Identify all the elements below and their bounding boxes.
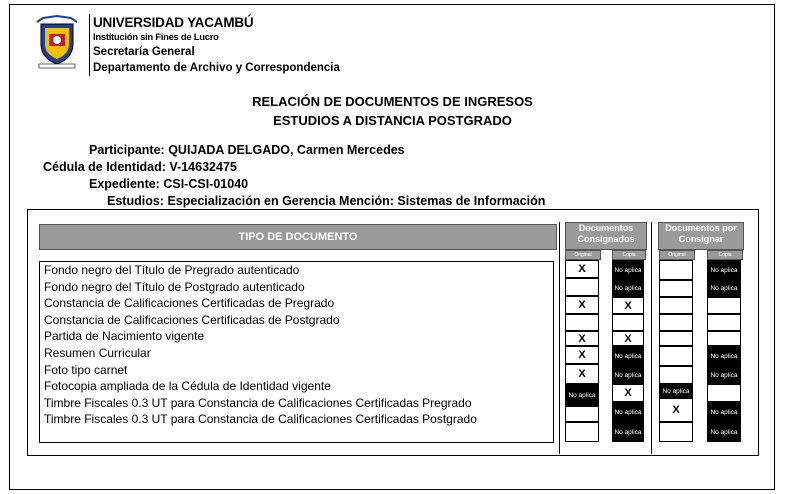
empty-cell [659,297,693,314]
empty-cell [612,314,644,331]
empty-cell [659,346,693,366]
file-row [89,176,248,192]
document-title: RELACIÓN DE DOCUMENTOS DE INGRESOS [252,94,533,109]
not-applicable-cell: No aplica [707,422,741,442]
not-applicable-cell: No aplica [612,402,644,422]
not-applicable-cell: No aplica [707,366,741,384]
mark-cell: X [612,384,644,402]
empty-cell [659,280,693,297]
mark-cell: X [565,346,599,364]
empty-cell [565,422,599,442]
id-value: V-14632475 [169,160,237,174]
university-crest-icon [33,14,81,70]
not-applicable-cell: No aplica [707,402,741,422]
studies-value: Especialización en Gerencia Mención: Sistemas de Información [167,194,546,208]
list-item: Fondo negro del Título de Postgrado autenticado [44,279,305,294]
consigned-copy-subheader: Copia [612,250,646,260]
mark-cell: X [565,364,599,384]
list-item: Resumen Curricular [44,346,151,360]
header-block [93,14,340,76]
empty-cell [707,384,741,402]
consigned-original-subheader: Original [565,250,601,260]
empty-cell [565,278,599,296]
mark-cell: X [612,297,644,314]
column-separator [651,222,652,454]
not-applicable-cell: No aplica [612,422,644,442]
not-applicable-cell: No aplica [707,346,741,366]
type-header: TIPO DE DOCUMENTO [39,224,557,250]
column-separator [559,222,560,454]
id-label: Cédula de Identidad: [43,160,166,174]
studies-label: Estudios: [107,194,164,208]
list-item: Foto tipo carnet [44,362,128,377]
not-applicable-cell: No aplica [659,384,693,398]
mark-cell: X [565,331,599,346]
document-subtitle: ESTUDIOS A DISTANCIA POSTGRADO [273,113,512,128]
pending-header: Documentos por Consignar [658,222,744,250]
pending-original-subheader: Original [659,250,695,260]
not-applicable-cell: No aplica [707,280,741,297]
list-item: Constancia de Calificaciones Certificadas de Pregrado [44,296,335,311]
mark-cell: X [565,296,599,314]
participant-name: QUIJADA DELGADO, Carmen Mercedes [168,143,405,157]
list-item: Fondo negro del Título de Pregrado autenticado [44,263,300,277]
studies-row [107,193,545,209]
not-applicable-cell: No aplica [612,346,644,366]
empty-cell [707,314,741,331]
department-name: Departamento de Archivo y Correspondencia [93,62,340,74]
id-row [43,159,237,175]
empty-cell [659,331,693,346]
file-value: CSI-CSI-01040 [163,177,249,191]
list-item: Partida de Nacimiento vigente [44,329,205,344]
not-applicable-cell: No aplica [565,384,599,406]
list-item: Timbre Fiscales 0.3 UT para Constancia de Calificaciones Certificadas Postgrado [44,412,477,427]
participant-label: Participante: [89,143,165,157]
mark-cell: X [565,260,599,278]
empty-cell [707,331,741,346]
consigned-header: Documentos Consignados [565,222,647,250]
empty-cell [565,406,599,422]
empty-cell [659,366,693,384]
not-applicable-cell: No aplica [612,280,644,297]
empty-cell [659,260,693,280]
document-list [39,261,554,443]
empty-cell [659,314,693,331]
empty-cell [707,297,741,314]
header-divider [89,14,90,76]
list-item: Fotocopia ampliada de la Cédula de Identidad vigente [44,379,331,394]
mark-cell: X [612,331,644,346]
pending-copy-subheader: Copia [707,250,743,260]
file-label: Expediente: [89,177,160,191]
empty-cell [659,422,693,442]
university-name: UNIVERSIDAD YACAMBÚ [93,15,254,30]
institution-type: Institución sin Fines de Lucro [93,32,219,43]
not-applicable-cell: No aplica [612,260,644,280]
empty-cell [565,314,599,331]
secretary-name: Secretaría General [93,46,195,58]
list-item: Timbre Fiscales 0.3 UT para Constancia de Calificaciones Certificadas Pregrado [44,395,472,410]
participant-row [89,142,405,158]
list-item: Constancia de Calificaciones Certificadas de Postgrado [44,312,340,327]
not-applicable-cell: No aplica [707,260,741,280]
mark-cell: X [659,398,693,422]
not-applicable-cell: No aplica [612,366,644,384]
